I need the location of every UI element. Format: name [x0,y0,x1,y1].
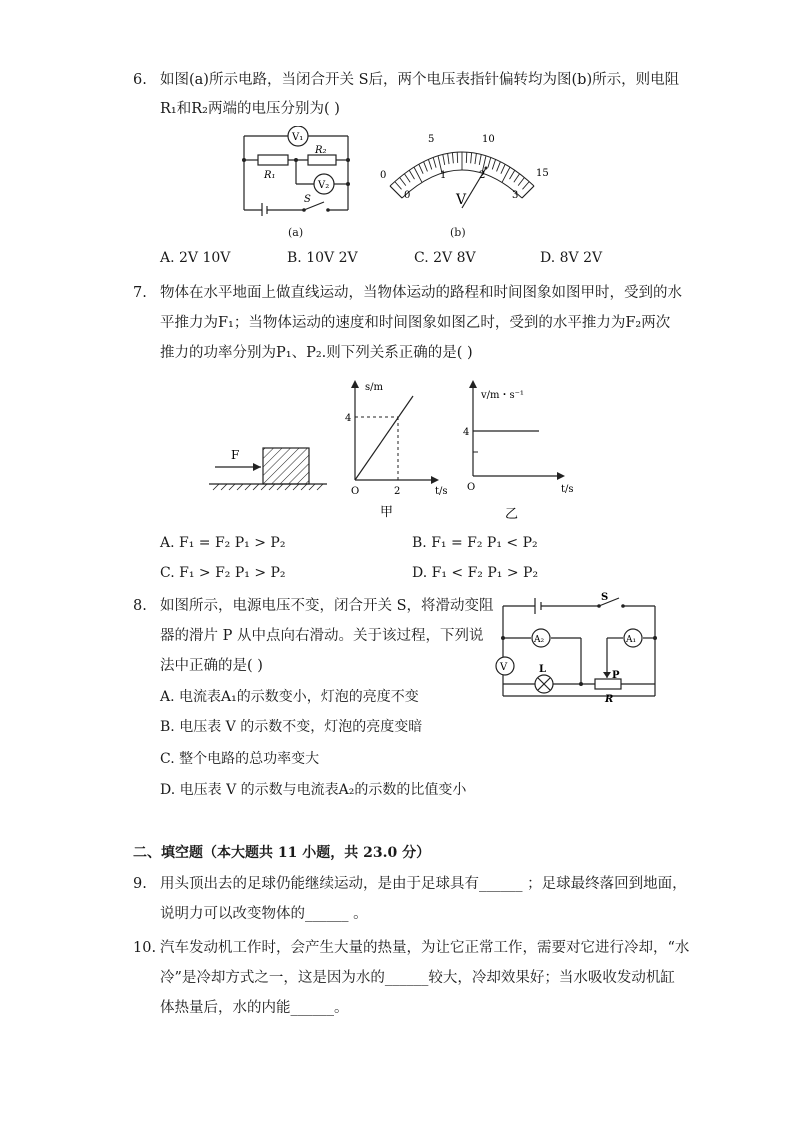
dial-tick-mark [475,153,476,164]
question-text: 器的滑片 P 从中点向右滑动。关于该过程，下列说 [160,628,484,644]
arrow-head-icon [351,380,359,388]
dial-tick-mark [479,154,481,165]
arrow-head-icon [253,463,261,471]
dial-tick-mark [514,174,520,182]
voltmeter-v1-label: V₁ [292,132,304,143]
dial-tick-mark [518,178,524,186]
option-b[interactable]: B. 电压表 V 的示数不变，灯泡的亮度变暗 [160,719,423,735]
dial-tick-mark [448,153,449,164]
question-text: 法中正确的是( ) [160,658,263,674]
force-label: F [231,448,240,462]
voltmeter-v2-label: V₂ [318,180,330,191]
question-text: 物体在水平地面上做直线运动，当物体运动的路程和时间图象如图甲时，受到的水 [160,285,682,301]
figure-caption: 乙 [505,507,519,522]
question-number: 9. [133,876,147,892]
arrow-head-icon [431,476,439,484]
switch-s-label: S [304,194,311,205]
dial-tick-mark [510,170,515,179]
dial-tick-mark [395,182,402,190]
resistor-r1-label: R₁ [264,170,276,181]
dial-bottom-tick: 0 [404,190,411,201]
voltmeter-dial-b [372,126,552,222]
dial-tick-mark [452,153,453,164]
axis-label: s/m [365,382,383,393]
dial-unit: V [456,192,467,208]
dial-tick-mark [428,159,431,169]
dial-tick-mark [433,157,436,167]
dial-tick-mark [522,182,529,190]
tick-label: 2 [394,486,401,497]
rheostat-label: R [605,694,614,705]
dial-top-tick: 5 [428,134,435,145]
dial-tick-mark [488,157,491,167]
question-text: 汽车发动机工作时，会产生大量的热量，为让它正常工作，需要对它进行冷却，“水 [160,940,690,956]
slider-label: P [612,670,620,681]
voltmeter-label: V [500,662,508,673]
dial-tick-mark [501,164,505,174]
arrow-head-icon [557,472,565,480]
question-text: 体热量后，水的内能______。 [160,1000,349,1016]
option-c[interactable]: C. F₁ > F₂ P₁ > P₂ [160,565,286,581]
question-text: 推力的功率分别为P₁、P₂.则下列关系正确的是( ) [160,345,473,361]
figure-caption: (a) [288,226,304,239]
option-b[interactable]: B. 10V 2V [287,250,358,266]
lamp-label: L [539,664,547,675]
slider-arrow-icon [603,672,611,678]
dial-tick-mark [471,153,472,164]
axis-label: t/s [435,486,448,497]
dial-tick-mark [400,178,406,186]
axis-label: t/s [561,484,574,495]
dial-tick-mark [404,174,410,182]
motion-figures [205,372,595,522]
tick-label: 4 [345,413,352,424]
origin-label: O [467,482,476,493]
figure-caption: 甲 [380,505,394,520]
question-text: 如图(a)所示电路，当闭合开关 S后，两个电压表指针偏转均为图(b)所示，则电阻 [160,72,680,88]
dial-top-tick: 0 [380,170,387,181]
dial-bottom-tick: 1 [440,170,447,181]
circuit-diagram-a [236,126,366,216]
question-text: 平推力为F₁；当物体运动的速度和时间图象如图乙时，受到的水平推力为F₂两次 [160,315,671,331]
dial-tick-mark [419,164,423,174]
dial-tick-mark [497,162,501,172]
dial-bottom-tick: 2 [479,170,486,181]
arrow-head-icon [469,380,477,388]
question-text: R₁和R₂两端的电压分别为( ) [160,101,340,117]
tick-label: 4 [463,427,470,438]
question-text: 如图所示，电源电压不变，闭合开关 S，将滑动变阻 [160,598,494,614]
dial-top-tick: 10 [482,134,495,145]
question-number: 6. [133,72,147,88]
option-a[interactable]: A. F₁ = F₂ P₁ > P₂ [160,535,286,551]
section-title: 二、填空题（本大题共 11 小题，共 23.0 分） [133,845,431,861]
s-t-line [355,396,413,480]
question-number: 7. [133,285,147,301]
figure-caption: (b) [450,226,466,239]
question-text: 说明力可以改变物体的______ 。 [160,906,368,922]
question-text: 用头顶出去的足球仍能继续运动，是由于足球具有______ ；足球最终落回到地面， [160,876,687,892]
dial-tick-mark [443,154,445,165]
option-d[interactable]: D. 电压表 V 的示数与电流表A₂的示数的比值变小 [160,782,467,798]
dial-bottom-tick: 3 [512,190,519,201]
axis-label: v/m・s⁻¹ [481,390,524,401]
question-number: 8. [133,598,147,614]
dial-tick-mark [492,159,495,169]
resistor-r2-label: R₂ [315,145,327,156]
option-c[interactable]: C. 2V 8V [414,250,476,266]
option-b[interactable]: B. F₁ = F₂ P₁ < P₂ [412,535,538,551]
dial-tick-mark [424,162,428,172]
circuit-diagram-q8 [495,592,665,708]
origin-label: O [351,486,360,497]
question-number: 10. [133,940,157,956]
option-a[interactable]: A. 2V 10V [160,250,231,266]
ammeter-a1-label: A₁ [626,635,637,645]
dial-top-tick: 15 [536,168,549,179]
dial-tick-mark [409,170,414,179]
question-text: 冷”是冷却方式之一，这是因为水的______较大，冷却效果好；当水吸收发动机缸 [160,970,675,986]
ammeter-a2-label: A₂ [534,635,545,645]
option-d[interactable]: D. 8V 2V [540,250,603,266]
option-d[interactable]: D. F₁ < F₂ P₁ > P₂ [412,565,539,581]
block [263,448,309,484]
switch-label: S [601,592,609,603]
option-c[interactable]: C. 整个电路的总功率变大 [160,751,320,767]
option-a[interactable]: A. 电流表A₁的示数变小，灯泡的亮度不变 [160,689,419,705]
